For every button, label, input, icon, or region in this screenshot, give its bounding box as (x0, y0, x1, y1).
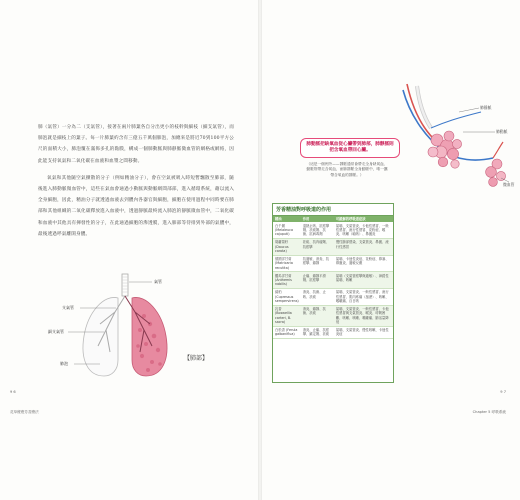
lung-illustration (48, 272, 190, 382)
left-folio (10, 390, 16, 397)
body-text (38, 122, 234, 246)
oil-symptoms: 氣喘、卡他性炎症、花粉症、鼻塞、鼻竇炎、過敏反應 (334, 255, 393, 272)
table-title: 芳香精油對呼吸道的作用 (273, 204, 393, 216)
table-row (273, 255, 393, 272)
oil-name: 羅馬洋甘菊 (Anthemis nobilis) (273, 272, 301, 289)
label-pulmonary-vein: 肺靜脈 (480, 105, 492, 110)
header-symptoms: 可緩解的呼吸道症狀 (334, 216, 393, 222)
oil-symptoms: 慢性肺部感染、支氣管炎、鼻竇、流行性感冒 (334, 238, 393, 255)
table-row (273, 326, 393, 338)
label-alveoli: 肺泡 (60, 361, 68, 366)
oil-name: 乳香 (Boswellia carteri, B. sacra) (273, 305, 301, 326)
alveoli-diagram (397, 82, 517, 200)
left-page (0, 0, 258, 500)
label-pulmonary-artery: 肺動脈 (496, 129, 508, 134)
figure-caption: 【肺部】 (184, 355, 209, 362)
oil-symptoms: 氣喘（支氣管痙攣與過敏）、神經性氣喘、咳嗽 (334, 272, 393, 289)
table-row (273, 288, 393, 305)
header-oil: 精油 (273, 216, 301, 222)
oil-name: 絲柏 (Cupressus sempervirens) (273, 288, 301, 305)
essential-oil-table (272, 203, 394, 383)
paragraph-2: 氧氣和其他隨空氣擴散的分子（例如精油分子），會在空氣被吸入時短暫飄散至肺部，隨後進入肺動脈微血管中，這些在氣血會通過小動脈與動脈網間部部，進入循環系統，藉以流入全身細胞，因此，精油分子就透過血液去到體內各器官與細胞，細胞在使用過程中同時要在肺部和其他組織的二氧化碳釋放進入血液中，透過靜脈最終流入肺泡的靜脈微血管中，二氧化碳和血液中其他具有揮發性的分子，在此通過細胞的滲透膜，進入肺部等待排到外部的氣體中，最後透過呼氣離開身體。 (38, 175, 234, 237)
header-effect: 作用 (301, 216, 334, 222)
paragraph-1: 肺（氣管）一分為二（支氣管），接著在兩片肺葉各自分出更小的枝幹與細枝（細支氣管），而肺泡就是細枝上的葉子。每一片肺葉約含有三億五千萬個肺泡，加總來是將近70到100平方公尺的面積大小，肺泡覆在滿佈多孔的黏膜，構成一個肺動脈與肺靜脈微血管的網格或網絡，因此能支持氧氣和二氧化碳在血液和血漿之間移動。 (38, 125, 234, 164)
alveoli-illustration (397, 82, 517, 200)
oil-symptoms: 氣喘、支氣管炎、卡他性感冒、一般性感冒、流行性感冒、花粉症、喉炎、咳嗽（嗆咳）、鼻竇炎 (334, 222, 393, 238)
oil-symptoms: 氣喘、支氣管炎、慢性咳嗽、卡他性炎症 (334, 326, 393, 338)
oil-effects-table (273, 216, 393, 339)
right-folio (500, 390, 506, 397)
pulmonary-note-box: 肺動脈把缺氧血從心臟帶到肺部，肺靜脈則把含氧血帶回心臟。 (300, 138, 400, 158)
table-row (273, 238, 393, 255)
oil-effect: 止痛、鎮靜平滑劑、抗痙攣 (301, 272, 334, 289)
oil-symptoms: 氣喘、支氣管炎、一般性感冒、卡他性感冒與支氣管炎、喉炎、呼吸困難、咳嗽、咳嗽、喉嚨痛、肺活量降低 (334, 305, 393, 326)
oil-effect: 消炎、鎮靜、抗菌、祛痰 (301, 305, 334, 326)
table-row (273, 305, 393, 326)
right-page-number: 9 7 (500, 390, 506, 394)
oil-effect: 消炎、止痛、抗痙攣、鎮定劑、祛痰 (301, 326, 334, 338)
oil-name: 白千層 (Melaleuca cajuputi) (273, 222, 301, 238)
oil-effect: 退熱止咳、抗痙攣劑、祛痰劑、抗菌、抗病毒劑 (301, 222, 334, 238)
oil-effect: 消炎、抗菌、止咳、祛痰 (301, 288, 334, 305)
label-bronchus: 支氣管 (62, 305, 74, 310)
left-running-title: 花草療癒芳香療法 (10, 410, 39, 414)
table-row (273, 272, 393, 289)
pulmonary-note-sub: （這是一個例外——靜脈通常會帶走全身缺氧血、動脈則帶走含氧血，而肺靜脈全身動脈中，唯一攜帶含氧血的靜脈。） (306, 162, 388, 177)
right-page (262, 0, 520, 500)
oil-effect: 抗過敏、消炎、抗痙攣、鎮靜 (301, 255, 334, 272)
oil-symptoms: 氣喘、支氣管炎、一般性感冒、流行性感冒、肌肉疼痛（風溼）、咳嗽、喉嚨痛、百日咳 (334, 288, 393, 305)
label-trachea: 氣管 (154, 279, 162, 284)
oil-name: 胡蘿蔔籽 (Daucus carota) (273, 238, 301, 255)
oil-name: 白松香 (Ferula galbaniflua) (273, 326, 301, 338)
right-running-title: Chapter 5 呼吸系統 (472, 410, 506, 414)
table-row (273, 222, 393, 238)
oil-name: 德國洋甘菊 (Matricaria recutita) (273, 255, 301, 272)
left-page-number: 9 6 (10, 390, 16, 394)
lungs-diagram (60, 272, 190, 382)
label-bronchiole: 細支氣管 (48, 329, 64, 334)
oil-effect: 祛痰、抗肉瘤劑、抗痙攣 (301, 238, 334, 255)
label-capillary: 微血管 (503, 182, 515, 187)
